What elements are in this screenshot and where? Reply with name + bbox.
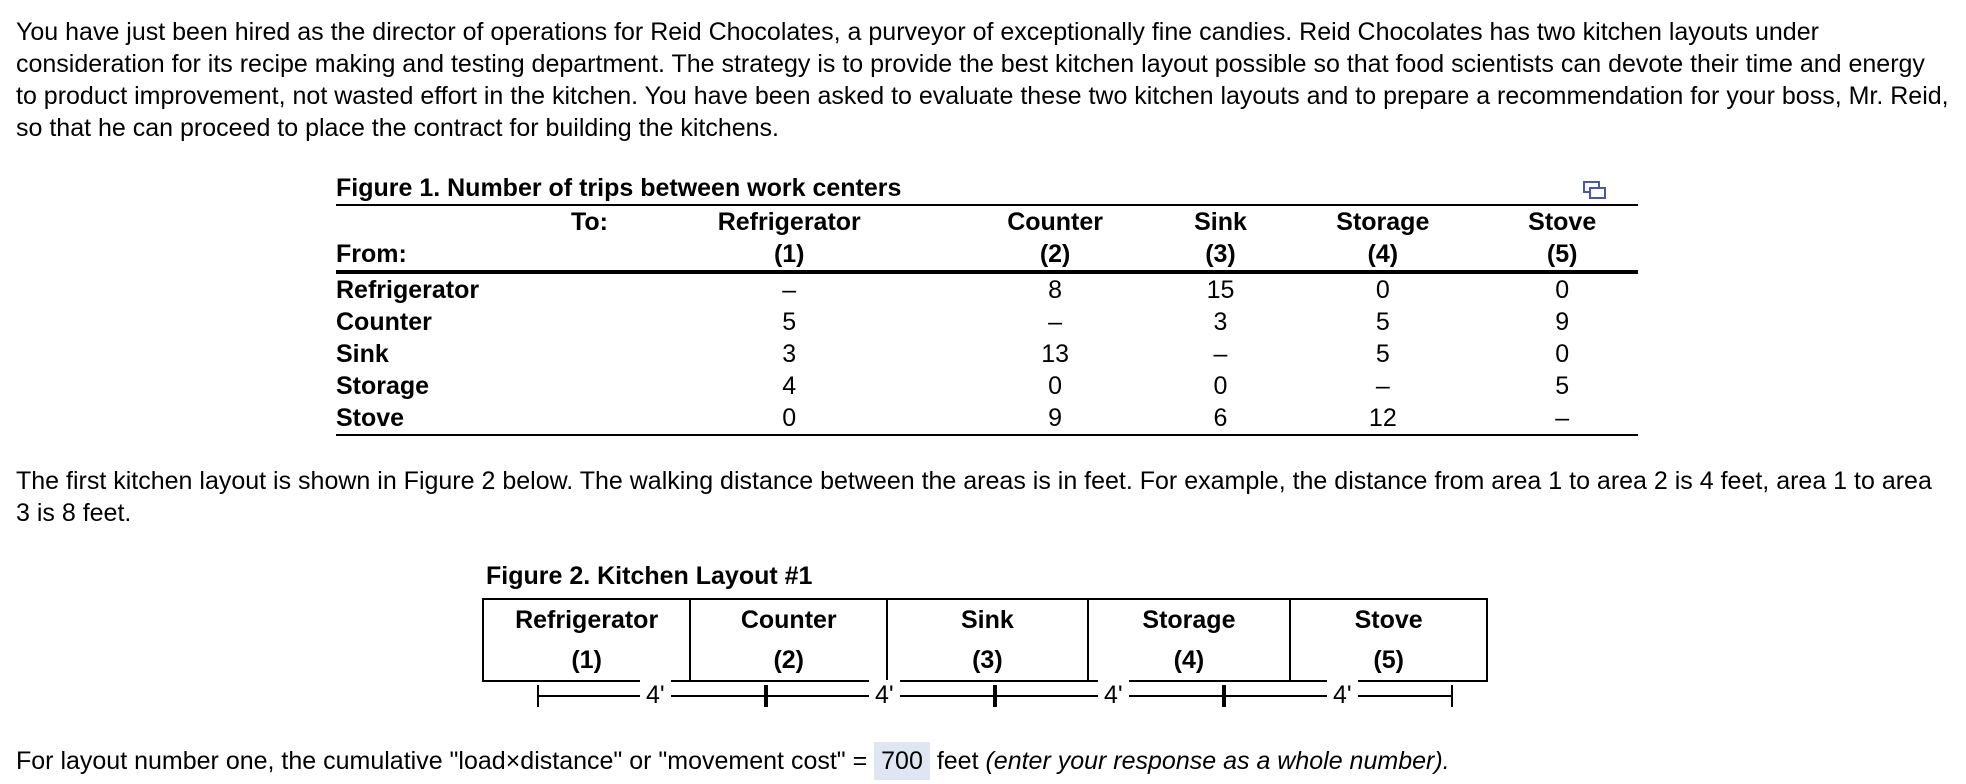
cell: 3 — [782, 340, 797, 368]
distance-label: 4' — [1098, 680, 1129, 710]
cell: 15 — [1206, 276, 1235, 304]
cell: 0 — [1048, 372, 1063, 400]
distance-segment-3-4 — [995, 679, 1224, 713]
cell: 12 — [1368, 404, 1397, 432]
cell: 5 — [1555, 372, 1570, 400]
to-label: To: — [570, 208, 608, 236]
layout-cell-name: Storage — [1142, 606, 1236, 634]
intro-paragraph: You have just been hired as the director of operations for Reid Chocolates, a purveyor of exceptionally fine candies. Reid Chocolates has two kitchen layouts under consideration for its recipe making and testing department. The strategy is to provide the best kitchen layout possible so that food scientists can devote their time and energy to product improvement, not wasted effort in the kitchen. You have been asked to evaluate these two kitchen layouts and to prepare a recommendation for your boss, Mr. Reid, so that he can proceed to place the contract for building the kitchens. — [16, 18, 1949, 142]
row-label-sink: Sink — [336, 340, 389, 368]
header-row-numbers — [336, 238, 1638, 272]
table-row — [336, 402, 1638, 435]
col-header-refrigerator: Refrigerator — [717, 208, 861, 236]
cell: 0 — [782, 404, 797, 432]
figure-2-title: Figure 2. Kitchen Layout #1 — [486, 562, 813, 590]
cell: 0 — [1555, 276, 1570, 304]
cell: 0 — [1555, 340, 1570, 368]
cell: 5 — [1375, 308, 1390, 336]
distance-label: 4' — [869, 680, 900, 710]
table-row — [336, 370, 1638, 402]
cell: – — [1375, 372, 1390, 400]
row-label-refrigerator: Refrigerator — [336, 276, 480, 304]
cell: 9 — [1555, 308, 1570, 336]
figure-1 — [336, 172, 1638, 436]
col-num-4: (4) — [1279, 238, 1486, 272]
layout-cell-name: Sink — [960, 606, 1014, 634]
layout-cell-refrigerator — [483, 599, 690, 681]
layout-cell-num: (3) — [972, 646, 1003, 674]
col-num-1: (1) — [630, 238, 948, 272]
answer-line — [16, 742, 1950, 780]
table-row — [336, 338, 1638, 370]
distance-label: 4' — [1327, 680, 1358, 710]
table-row — [336, 306, 1638, 338]
layout-cell-name: Counter — [740, 606, 837, 634]
movement-cost-answer-field[interactable]: 700 — [874, 742, 930, 780]
distance-scale — [537, 679, 1453, 713]
cell: 0 — [1213, 372, 1228, 400]
layout-description: The first kitchen layout is shown in Figure 2 below. The walking distance between the areas is in feet. For example, the distance from area 1 to area 2 is 4 feet, area 1 to area 3 is 8 feet. — [16, 467, 1932, 527]
distance-segment-1-2 — [537, 679, 766, 713]
col-num-2: (2) — [948, 238, 1161, 272]
cell: 9 — [1048, 404, 1063, 432]
row-label-storage: Storage — [336, 372, 430, 400]
col-num-3: (3) — [1162, 238, 1280, 272]
layout-cell-sink — [887, 599, 1087, 681]
distance-segment-4-5 — [1224, 679, 1453, 713]
kitchen-layout-table — [482, 598, 1488, 682]
layout-cell-storage — [1088, 599, 1291, 681]
col-header-counter: Counter — [1007, 208, 1104, 236]
cell: 5 — [782, 308, 797, 336]
col-header-storage: Storage — [1336, 208, 1430, 236]
cell: 0 — [1375, 276, 1390, 304]
row-label-stove: Stove — [336, 404, 405, 432]
layout-cell-stove — [1290, 599, 1487, 681]
layout-cell-num: (2) — [773, 646, 805, 674]
col-header-sink: Sink — [1194, 208, 1247, 236]
cell: – — [1555, 404, 1570, 432]
col-header-stove: Stove — [1528, 208, 1597, 236]
cell: 5 — [1375, 340, 1390, 368]
answer-instruction: (enter your response as a whole number). — [985, 747, 1450, 775]
table-row — [336, 272, 1638, 306]
layout-cell-name: Stove — [1354, 606, 1423, 634]
answer-prompt: For layout number one, the cumulative "load×distance" or "movement cost" = — [16, 747, 875, 775]
row-label-counter: Counter — [336, 308, 432, 336]
layout-cell-counter — [690, 599, 887, 681]
cell: 4 — [782, 372, 797, 400]
layout-cell-name: Refrigerator — [515, 606, 659, 634]
cell: 3 — [1213, 308, 1228, 336]
cell: – — [1213, 340, 1228, 368]
cell: 6 — [1213, 404, 1228, 432]
distance-segment-2-3 — [766, 679, 995, 713]
cell: 8 — [1048, 276, 1063, 304]
cell: 13 — [1041, 340, 1069, 368]
from-label: From: — [336, 238, 566, 272]
copy-table-icon[interactable] — [1582, 180, 1608, 207]
layout-cell-num: (1) — [571, 646, 602, 674]
distance-label: 4' — [640, 680, 671, 710]
layout-cell-num: (5) — [1373, 646, 1404, 674]
answer-unit: feet — [929, 747, 986, 775]
layout-cell-num: (4) — [1173, 646, 1205, 674]
col-num-5: (5) — [1486, 238, 1638, 272]
header-row-names — [336, 205, 1638, 238]
cell: – — [1048, 308, 1063, 336]
cell: – — [782, 276, 797, 304]
figure-1-title: Figure 1. Number of trips between work centers — [336, 174, 902, 202]
figure-2 — [482, 560, 1490, 682]
trips-table — [336, 204, 1638, 436]
